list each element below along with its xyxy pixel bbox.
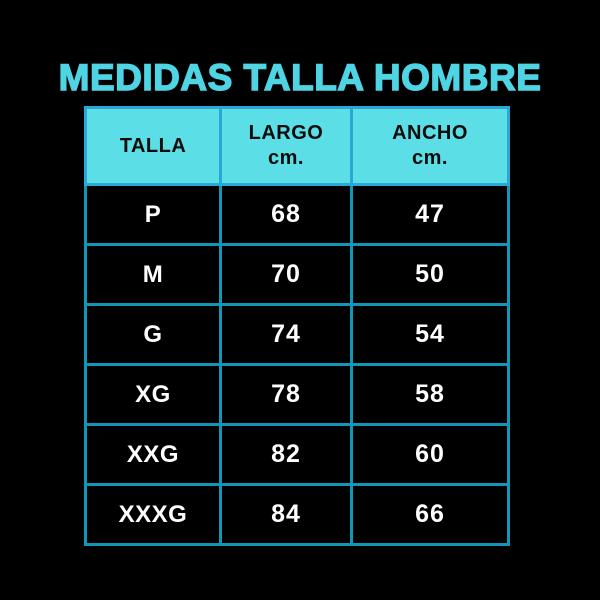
cell-largo-xxxg: 84: [222, 486, 350, 543]
table-body: [84, 186, 510, 546]
column-header-sublabel: cm.: [268, 147, 304, 169]
cell-ancho-xxg: 60: [353, 426, 507, 483]
cell-size-g: G: [87, 306, 219, 363]
cell-ancho-xxxg: 66: [353, 486, 507, 543]
cell-ancho-xg: 58: [353, 366, 507, 423]
cell-size-m: M: [87, 246, 219, 303]
cell-largo-g: 74: [222, 306, 350, 363]
cell-ancho-m: 50: [353, 246, 507, 303]
column-header-largo: [222, 109, 350, 183]
cell-largo-m: 70: [222, 246, 350, 303]
cell-size-xg: XG: [87, 366, 219, 423]
column-header-label: LARGO: [248, 122, 324, 144]
column-header-ancho: [353, 109, 507, 183]
column-header-label: TALLA: [119, 134, 187, 157]
cell-largo-p: 68: [222, 186, 350, 243]
cell-size-p: P: [87, 186, 219, 243]
cell-size-xxg: XXG: [87, 426, 219, 483]
cell-ancho-g: 54: [353, 306, 507, 363]
column-header-talla: [87, 109, 219, 183]
cell-size-xxxg: XXXG: [87, 486, 219, 543]
cell-ancho-p: 47: [353, 186, 507, 243]
page-title: MEDIDAS TALLA HOMBRE: [58, 57, 542, 98]
cell-largo-xxg: 82: [222, 426, 350, 483]
size-table: [84, 106, 510, 546]
column-header-label: ANCHO: [392, 122, 468, 144]
column-header-sublabel: cm.: [412, 147, 448, 169]
cell-largo-xg: 78: [222, 366, 350, 423]
table-header-row: [84, 106, 510, 186]
